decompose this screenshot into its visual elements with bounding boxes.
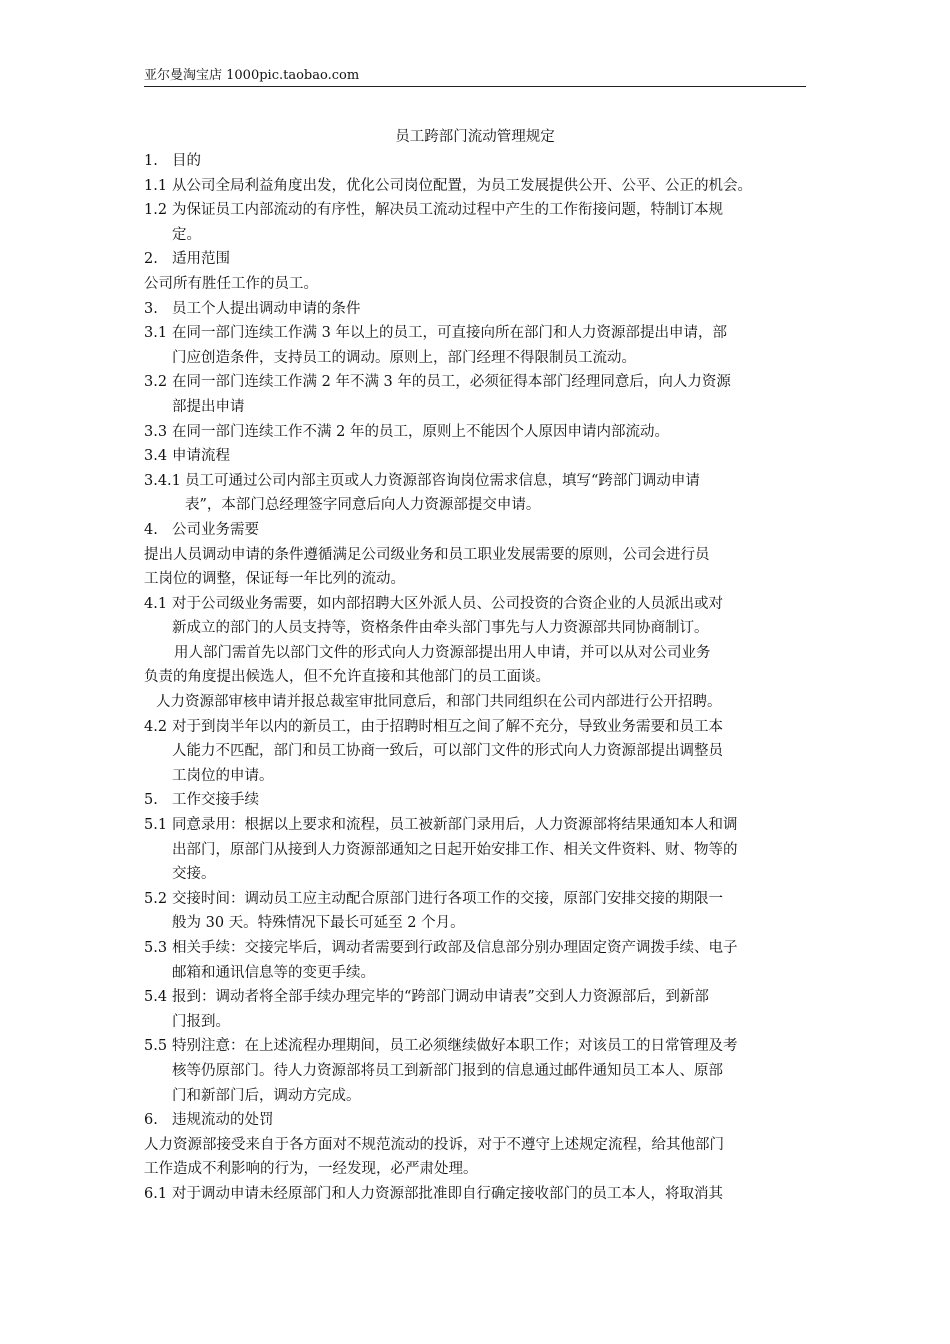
paragraph-line: 负责的角度提出候选人，但不允许直接和其他部门的员工面谈。 (144, 669, 550, 686)
item-text: 在同一部门连续工作不满 2 年的员工，原则上不能因个人原因申请内部流动。 (172, 423, 669, 440)
item-number: 3.4 (144, 448, 168, 465)
item-number: 4.1 (144, 595, 168, 612)
header-divider (144, 86, 806, 87)
clause-continuation: 门和新部门后，调动方完成。 (172, 1087, 361, 1104)
paragraph-line: 提出人员调动申请的条件遵循满足公司级业务和员工职业发展需要的原则，公司会进行员 (144, 546, 710, 563)
clause-continuation: 部提出申请 (172, 398, 245, 415)
item-number: 5.2 (144, 890, 168, 907)
item-number: 6.1 (144, 1185, 168, 1202)
section-heading (144, 297, 806, 322)
item-text: 在同一部门连续工作满 2 年不满 3 年的员工，必须征得本部门经理同意后，向人力资源 (172, 374, 731, 391)
document-body (144, 149, 806, 1207)
clause-line (144, 420, 806, 445)
paragraph-line: 工岗位的调整，保证每一年比列的流动。 (144, 571, 405, 588)
clause-line (144, 444, 806, 469)
item-number: 6. (144, 1112, 158, 1129)
clause-line (144, 936, 806, 961)
page-header: 亚尔曼淘宝店 1000pic.taobao.com (144, 68, 360, 83)
clause-line (144, 1182, 806, 1207)
item-text: 对于到岗半年以内的新员工，由于招聘时相互之间了解不充分，导致业务需要和员工本 (172, 718, 723, 735)
item-text: 公司业务需要 (172, 521, 259, 538)
paragraph-line: 公司所有胜任工作的员工。 (144, 275, 318, 292)
clause-line (144, 813, 806, 838)
clause-continuation: 般为 30 天。特殊情况下最长可延至 2 个月。 (172, 915, 465, 932)
item-text: 适用范围 (172, 251, 230, 268)
paragraph-line: 人力资源部审核申请并报总裁室审批同意后，和部门共同组织在公司内部进行公开招聘。 (156, 694, 722, 711)
clause-continuation: 表”，本部门总经理签字同意后向人力资源部提交申请。 (185, 497, 541, 514)
paragraph-line: 用人部门需首先以部门文件的形式向人力资源部提出用人申请，并可以从对公司业务 (174, 644, 711, 661)
item-text: 在同一部门连续工作满 3 年以上的员工，可直接向所在部门和人力资源部提出申请，部 (172, 325, 727, 342)
clause-line (144, 370, 806, 395)
item-text: 特别注意：在上述流程办理期间，员工必须继续做好本职工作；对该员工的日常管理及考 (172, 1038, 738, 1055)
clause-continuation: 人能力不匹配，部门和员工协商一致后，可以部门文件的形式向人力资源部提出调整员 (172, 743, 723, 760)
item-number: 4.2 (144, 718, 168, 735)
item-text: 对于公司级业务需要，如内部招聘大区外派人员、公司投资的合资企业的人员派出或对 (172, 595, 723, 612)
section-heading (144, 518, 806, 543)
clause-line (144, 985, 806, 1010)
item-text: 工作交接手续 (172, 792, 259, 809)
clause-line (144, 321, 806, 346)
item-text: 报到：调动者将全部手续办理完毕的“跨部门调动申请表”交到人力资源部后，到新部 (172, 989, 709, 1006)
clause-line (144, 715, 806, 740)
item-number: 3.3 (144, 423, 168, 440)
clause-line (144, 174, 806, 199)
document-title: 员工跨部门流动管理规定 (395, 129, 555, 145)
clause-continuation: 出部门，原部门从接到人力资源部通知之日起开始安排工作、相关文件资料、财、物等的 (172, 841, 738, 858)
clause-line (144, 887, 806, 912)
item-text: 同意录用：根据以上要求和流程，员工被新部门录用后，人力资源部将结果通知本人和调 (172, 817, 738, 834)
section-heading (144, 788, 806, 813)
item-text: 违规流动的处罚 (172, 1112, 274, 1129)
clause-continuation: 门应创造条件，支持员工的调动。原则上，部门经理不得限制员工流动。 (172, 349, 636, 366)
section-heading (144, 149, 806, 174)
item-number: 5.1 (144, 817, 168, 834)
item-number: 3.1 (144, 325, 168, 342)
item-number: 3.4.1 (144, 472, 181, 489)
item-number: 1.2 (144, 202, 168, 219)
clause-continuation: 门报到。 (172, 1013, 230, 1030)
clause-continuation: 新成立的部门的人员支持等，资格条件由牵头部门事先与人力资源部共同协商制订。 (172, 620, 709, 637)
section-heading (144, 247, 806, 272)
item-number: 3.2 (144, 374, 168, 391)
item-text: 为保证员工内部流动的有序性，解决员工流动过程中产生的工作衔接问题，特制订本规 (172, 202, 723, 219)
item-text: 相关手续：交接完毕后，调动者需要到行政部及信息部分别办理固定资产调拨手续、电子 (172, 940, 738, 956)
item-number: 1.1 (144, 177, 168, 194)
item-text: 目的 (172, 153, 201, 169)
item-number: 2. (144, 251, 158, 268)
item-number: 3. (144, 300, 158, 317)
clause-continuation: 邮箱和通讯信息等的变更手续。 (172, 964, 375, 981)
section-heading (144, 1108, 806, 1133)
clause-continuation: 定。 (172, 226, 201, 243)
clause-line (144, 198, 806, 223)
clause-line (144, 1034, 806, 1059)
item-text: 员工可通过公司内部主页或人力资源部咨询岗位需求信息，填写“跨部门调动申请 (185, 472, 700, 489)
item-number: 5.4 (144, 989, 168, 1006)
item-text: 从公司全局利益角度出发，优化公司岗位配置，为员工发展提供公开、公平、公正的机会。 (172, 177, 752, 194)
clause-line (144, 469, 806, 494)
item-text: 交接时间：调动员工应主动配合原部门进行各项工作的交接，原部门安排交接的期限一 (172, 890, 723, 907)
item-number: 5.5 (144, 1038, 168, 1055)
item-number: 1. (144, 153, 158, 169)
item-number: 5. (144, 792, 158, 809)
item-text: 申请流程 (172, 448, 230, 465)
item-number: 4. (144, 521, 158, 538)
item-text: 对于调动申请未经原部门和人力资源部批准即自行确定接收部门的员工本人，将取消其 (172, 1185, 723, 1202)
clause-continuation: 核等仍原部门。待人力资源部将员工到新部门报到的信息通过邮件通知员工本人、原部 (172, 1062, 723, 1079)
item-number: 5.3 (144, 940, 168, 956)
clause-continuation: 工岗位的申请。 (172, 767, 274, 784)
item-text: 员工个人提出调动申请的条件 (172, 300, 361, 317)
paragraph-line: 人力资源部接受来自于各方面对不规范流动的投诉，对于不遵守上述规定流程，给其他部门 (144, 1136, 724, 1153)
paragraph-line: 工作造成不利影响的行为，一经发现，必严肃处理。 (144, 1161, 478, 1178)
clause-line (144, 592, 806, 617)
clause-continuation: 交接。 (172, 866, 216, 883)
